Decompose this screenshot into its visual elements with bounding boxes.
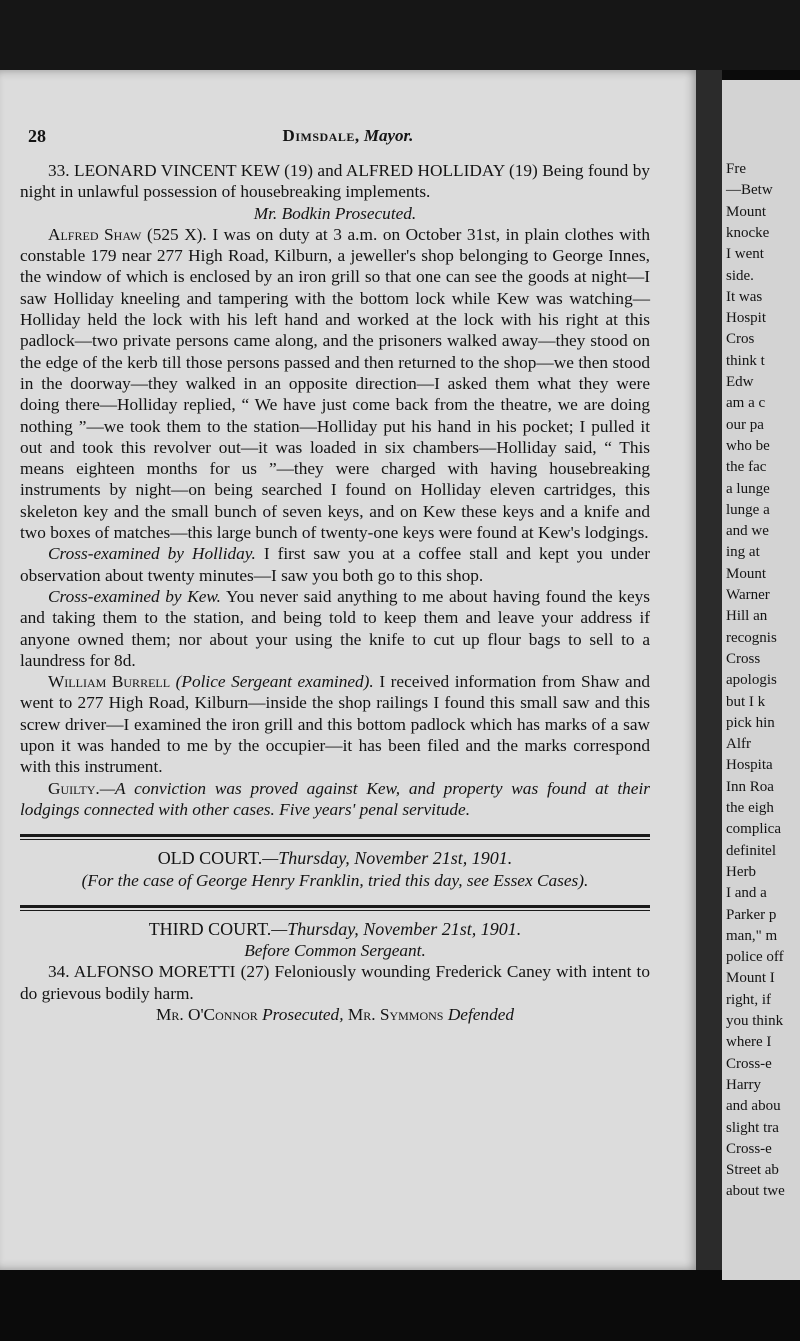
right-page-line: right, if xyxy=(726,991,771,1008)
right-page-line: am a c xyxy=(726,395,766,412)
witness-name-shaw: Alfred Shaw xyxy=(48,224,142,244)
page-number: 28 xyxy=(28,126,46,146)
double-rule xyxy=(20,905,650,911)
right-page-line: side. xyxy=(726,267,754,284)
right-page-line: I and a xyxy=(726,885,767,902)
right-page-line: the eigh xyxy=(726,800,774,816)
old-court-heading xyxy=(20,848,650,869)
cross-exam-kew-text: You never said anything to me about having found the keys and taking them to the station, and being told to keep them and leave your address if anyone owned them; nor about your using the knife to cut up flour bags to sell to a laundress for 8d. xyxy=(20,586,650,670)
counsel-pros: Prosecuted, xyxy=(262,1004,344,1024)
right-page-line: slight tra xyxy=(726,1119,779,1136)
right-page-line: Hospit xyxy=(726,310,767,327)
witness-name-burrell: William Burrell xyxy=(48,672,171,692)
right-page-line: I went xyxy=(726,246,764,263)
right-page-line: apologis xyxy=(726,672,777,689)
right-page-line: Hill an xyxy=(726,608,768,625)
case-33-counsel: Mr. Bodkin Prosecuted. xyxy=(253,203,417,223)
right-page-line: Edw xyxy=(726,374,754,390)
book-gutter xyxy=(696,70,722,1270)
right-page-line: and abou xyxy=(726,1098,781,1115)
old-court-date: —Thursday, November 21st, 1901. xyxy=(262,848,513,869)
right-page-line: knocke xyxy=(726,224,770,241)
right-page-line: our pa xyxy=(726,416,764,433)
old-court-title: OLD COURT. xyxy=(157,848,263,869)
testimony-shaw-text: I was on duty at 3 a.m. on October 31st, in plain clothes with constable 179 near 277 High Road, Kilburn, a jeweller's shop belonging to George Innes, the window of which is enclosed by an iron grill so that one can see the goods at night—I saw Holliday kneeling and tampering with the bottom lock while Kew was watching—Holliday held the lock with his left hand and worked at the lock with his right at this padlock—two private persons came along, and the prisoners walked away—they stood on the edge of the kerb till those persons passed and then returned to the shop—we then stood in the doorway—they walked in an opposite direction—I asked them what they were doing there—Holliday replied, “ We have just come back from the theatre, we are doing nothing ”—we took them to the station—Holliday put his hand in his pocket; I pulled it out and took this revolver out—it was loaded in six chambers—Holliday said, “ This means eighteen months for us ”—they were charged with having housebreaking instruments by night—on being searched I found on Holliday eleven cartridges, this skeleton key and the small bunch of seven keys, and on Kew these keys and a knife and two boxes of matches—this large bunch of twenty-one keys were found at Kew's lodgings. xyxy=(20,224,650,543)
third-court-date: —Thursday, November 21st, 1901. xyxy=(271,918,522,939)
right-page-line: police off xyxy=(726,949,784,966)
right-page-line: the fac xyxy=(726,459,767,476)
running-head-title: Mayor. xyxy=(363,126,414,145)
cross-exam-kew xyxy=(20,586,650,671)
right-page-line: Street ab xyxy=(726,1162,779,1179)
verdict-label: Guilty. xyxy=(48,778,100,798)
case-34-counsel xyxy=(20,1004,650,1025)
cross-exam-holliday-label: Cross-examined by Holliday. xyxy=(48,544,256,564)
cross-exam-holliday xyxy=(20,543,650,586)
right-page-line: man," m xyxy=(726,927,778,944)
cross-exam-kew-label: Cross-examined by Kew. xyxy=(48,586,221,606)
right-page-line: ing at xyxy=(726,544,760,561)
right-page-line: Harry xyxy=(726,1076,761,1093)
verdict xyxy=(20,778,650,821)
right-page-line: definitel xyxy=(726,842,776,859)
testimony-burrell xyxy=(20,671,650,777)
counsel-pros-name: Mr. O'Connor xyxy=(155,1004,258,1024)
right-page-line: Cross-e xyxy=(726,1140,772,1157)
counsel-def: Defended xyxy=(447,1004,515,1024)
running-head-name: Dimsdale, xyxy=(282,126,360,145)
old-court-note: (For the case of George Henry Franklin, tried this day, see Essex Cases). xyxy=(81,870,589,890)
right-page-line: Inn Roa xyxy=(726,778,774,795)
right-page-line: think t xyxy=(726,352,765,369)
third-court-title: THIRD COURT. xyxy=(148,918,272,939)
case-34-heading: 34. ALFONSO MORETTI (27) Feloniously wounding Frederick Caney with intent to do grievous bodily harm. xyxy=(20,962,650,1003)
right-page-line: Cros xyxy=(726,331,755,348)
right-page-line: Alfr xyxy=(726,736,751,753)
right-page-line: Cross xyxy=(726,650,761,667)
right-page-line: lunge a xyxy=(726,501,770,518)
testimony-shaw xyxy=(20,224,650,543)
right-page-line: recognis xyxy=(726,629,777,646)
right-page-line: Fre xyxy=(726,161,746,177)
right-page-line: —Betw xyxy=(726,182,773,199)
third-court-heading xyxy=(20,919,650,940)
witness-rank-shaw: (525 X). xyxy=(146,224,207,244)
double-rule xyxy=(20,834,650,840)
counsel-def-name: Mr. Symmons xyxy=(347,1004,444,1024)
right-book-page xyxy=(722,80,800,1280)
right-page-line: pick hin xyxy=(726,714,775,731)
right-page-line: Hospita xyxy=(726,757,773,774)
third-court-before: Before Common Sergeant. xyxy=(244,941,426,961)
right-page-line: Mount xyxy=(726,203,767,220)
right-page-line: Parker p xyxy=(726,906,777,923)
right-page-line: Cross-e xyxy=(726,1055,772,1072)
section-divider-third-court xyxy=(20,891,650,919)
right-page-line: Herb xyxy=(726,863,756,880)
right-page-line: you think xyxy=(726,1013,784,1029)
page-body xyxy=(20,160,650,1025)
section-divider-old-court xyxy=(20,820,650,848)
right-page-line: and we xyxy=(726,523,769,540)
right-page-line: who be xyxy=(726,437,770,454)
right-page-line: Mount I xyxy=(726,970,775,987)
right-page-line: Warner xyxy=(726,587,770,603)
right-page-line: complica xyxy=(726,821,781,838)
testimony-burrell-text: I received information from Shaw and went to 277 High Road, Kilburn—inside the shop railings I found this small saw and this screw driver—I examined the iron grill and this bottom padlock which has marks of a saw upon it was handed to me by the occupier—it has been filed and the marks correspond with this instrument. xyxy=(20,672,650,777)
right-page-line: where I xyxy=(726,1034,772,1051)
page-header xyxy=(28,126,668,150)
right-page-line: a lunge xyxy=(726,480,770,497)
cross-exam-holliday-text: I first saw you at a coffee stall and kept you under observation about twenty minutes—I saw you both go to this shop. xyxy=(20,544,650,585)
right-page-line: It was xyxy=(726,288,763,305)
right-page-line: Mount xyxy=(726,565,767,582)
right-page-line: but I k xyxy=(726,693,766,710)
photo-border-top xyxy=(0,0,800,70)
verdict-text: —A conviction was proved against Kew, and property was found at their lodgings connected with other cases. Five years' penal servitude. xyxy=(20,778,650,819)
case-33-heading: 33. LEONARD VINCENT KEW (19) and ALFRED HOLLIDAY (19) Being found by night in unlawful possession of housebreaking implements. xyxy=(20,161,650,202)
witness-role-burrell: (Police Sergeant examined). xyxy=(175,672,374,692)
left-book-page xyxy=(0,70,700,1270)
running-head xyxy=(28,126,668,146)
right-page-line: about twe xyxy=(726,1183,785,1200)
